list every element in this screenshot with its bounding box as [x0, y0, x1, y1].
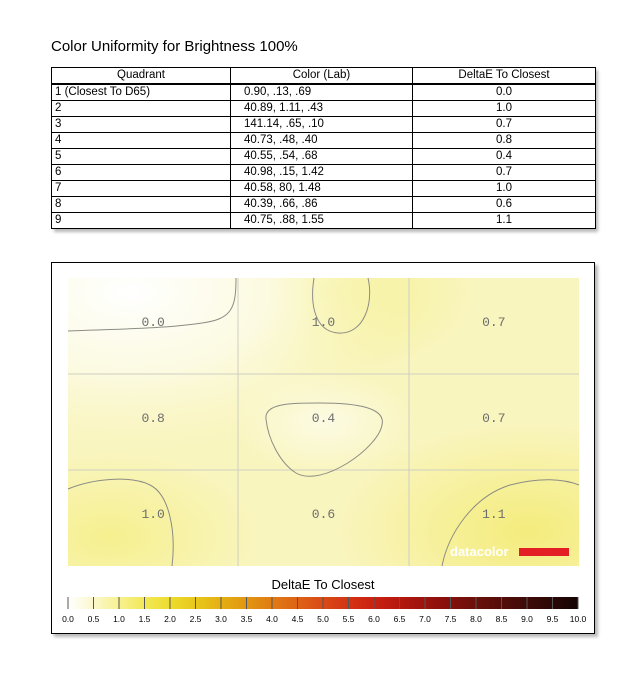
cell-quadrant: 9	[52, 213, 231, 229]
colorbar-title: DeltaE To Closest	[271, 577, 375, 592]
uniformity-table	[51, 67, 596, 229]
cell-deltae: 0.7	[413, 165, 596, 181]
cell-value-label: 0.0	[141, 315, 165, 330]
cell-color-lab: 141.14, .65, .10	[231, 117, 413, 133]
page-title: Color Uniformity for Brightness 100%	[51, 38, 298, 55]
cell-value-label: 1.0	[311, 315, 336, 330]
cell-value-label: 0.7	[482, 411, 506, 426]
cell-value-label: 1.1	[482, 507, 506, 522]
heatmap-area	[68, 278, 579, 566]
colorbar-tick-label: 4.0	[266, 614, 278, 624]
cell-color-lab: 40.98, .15, 1.42	[231, 165, 413, 181]
cell-quadrant: 8	[52, 197, 231, 213]
colorbar-tick-label: 0.0	[62, 614, 74, 624]
uniformity-table-wrap	[51, 67, 595, 229]
table-row	[52, 84, 596, 101]
cell-color-lab: 40.39, .66, .86	[231, 197, 413, 213]
colorbar-tick-label: 0.5	[87, 614, 100, 624]
colorbar-tick-label: 4.5	[291, 614, 304, 624]
colorbar-tick-label: 6.0	[368, 614, 380, 624]
cell-value-label: 0.6	[311, 507, 336, 522]
watermark-bar	[519, 548, 569, 556]
table-row	[52, 117, 596, 133]
cell-deltae: 0.7	[413, 117, 596, 133]
cell-quadrant: 7	[52, 181, 231, 197]
colorbar-tick-label: 8.0	[470, 614, 482, 624]
colorbar-tick-label: 8.5	[495, 614, 508, 624]
header-color-lab: Color (Lab)	[231, 68, 413, 85]
cell-value-label: 0.8	[141, 411, 165, 426]
table-row	[52, 213, 596, 229]
cell-deltae: 1.0	[413, 181, 596, 197]
cell-quadrant: 3	[52, 117, 231, 133]
cell-color-lab: 40.75, .88, 1.55	[231, 213, 413, 229]
header-deltae: DeltaE To Closest	[413, 68, 596, 85]
cell-deltae: 0.4	[413, 149, 596, 165]
cell-color-lab: 40.73, .48, .40	[231, 133, 413, 149]
cell-deltae: 0.8	[413, 133, 596, 149]
cell-color-lab: 0.90, .13, .69	[231, 84, 413, 101]
cell-quadrant: 2	[52, 101, 231, 117]
cell-deltae: 0.6	[413, 197, 596, 213]
cell-quadrant: 6	[52, 165, 231, 181]
colorbar-tick-label: 9.5	[546, 614, 559, 624]
cell-value-label: 1.0	[141, 507, 165, 522]
cell-quadrant: 1 (Closest To D65)	[52, 84, 231, 101]
colorbar-tick-label: 10.0	[569, 614, 587, 624]
table-row	[52, 181, 596, 197]
table-row	[52, 149, 596, 165]
colorbar-tick-label: 3.0	[215, 614, 227, 624]
table-header-row	[52, 68, 596, 85]
cell-deltae: 1.0	[413, 101, 596, 117]
cell-color-lab: 40.58, 80, 1.48	[231, 181, 413, 197]
cell-quadrant: 4	[52, 133, 231, 149]
table-row	[52, 133, 596, 149]
colorbar-tick-label: 3.5	[240, 614, 253, 624]
chart-svg	[52, 263, 594, 633]
colorbar-tick-label: 7.5	[444, 614, 457, 624]
cell-deltae: 0.0	[413, 84, 596, 101]
cell-value-label: 0.4	[311, 411, 336, 426]
colorbar-tick-label: 9.0	[521, 614, 533, 624]
cell-color-lab: 40.89, 1.11, .43	[231, 101, 413, 117]
colorbar-tick-label: 1.5	[138, 614, 151, 624]
colorbar-tick-label: 2.5	[189, 614, 202, 624]
header-quadrant: Quadrant	[52, 68, 231, 85]
table-row	[52, 165, 596, 181]
colorbar-tick-label: 5.5	[342, 614, 355, 624]
colorbar-tick-label: 2.0	[164, 614, 176, 624]
colorbar-tick-label: 5.0	[317, 614, 329, 624]
table-row	[52, 101, 596, 117]
colorbar-tick-label: 6.5	[393, 614, 406, 624]
table-row	[52, 197, 596, 213]
cell-deltae: 1.1	[413, 213, 596, 229]
watermark-text: datacolor	[450, 544, 509, 559]
colorbar-tick-label: 1.0	[113, 614, 125, 624]
cell-value-label: 0.7	[482, 315, 506, 330]
colorbar-tick-label: 7.0	[419, 614, 431, 624]
uniformity-chart	[51, 262, 595, 634]
cell-color-lab: 40.55, .54, .68	[231, 149, 413, 165]
cell-quadrant: 5	[52, 149, 231, 165]
